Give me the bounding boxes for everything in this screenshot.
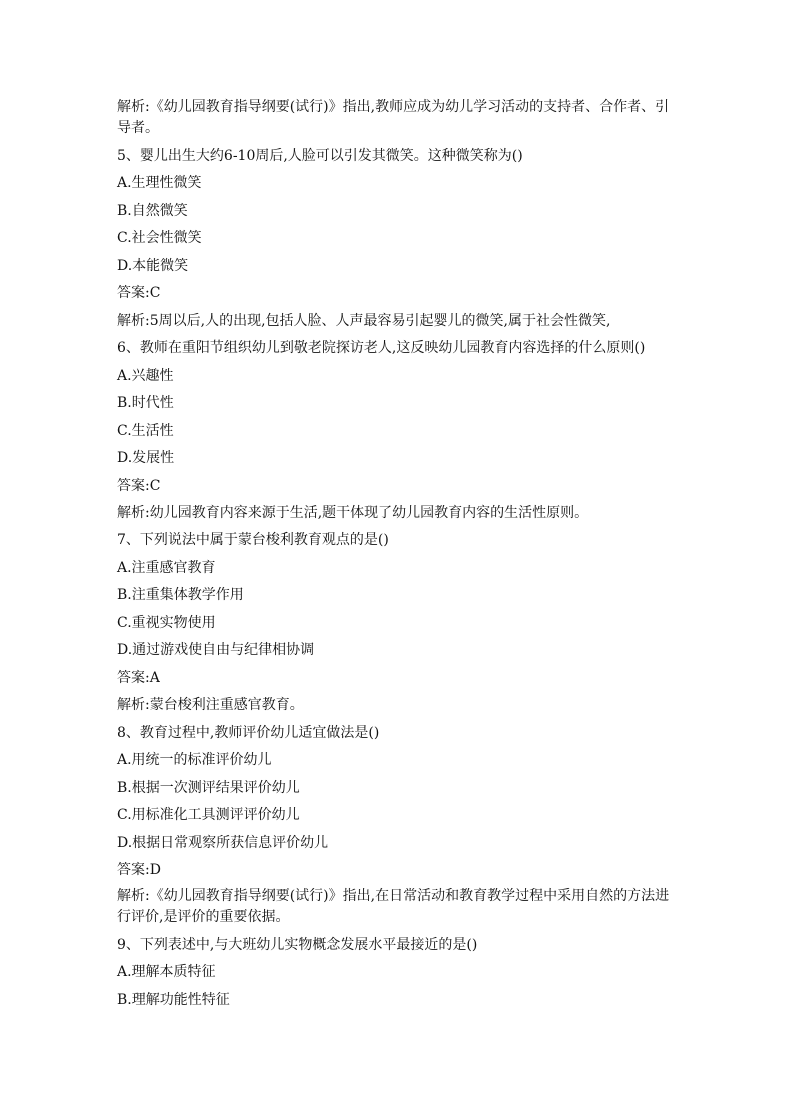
q5-analysis: 解析:5周以后,人的出现,包括人脸、人声最容易引起婴儿的微笑,属于社会性微笑, [117,313,611,329]
q6-option-d: D.发展性 [117,450,175,466]
q7-option-c: C.重视实物使用 [117,615,216,631]
q9-question: 9、下列表述中,与大班幼儿实物概念发展水平最接近的是() [117,937,478,953]
q8-answer: 答案:D [117,862,161,878]
q9-option-a: A.理解本质特征 [117,964,216,980]
q6-option-c: C.生活性 [117,423,174,439]
q6-analysis: 解析:幼儿园教育内容来源于生活,题干体现了幼儿园教育内容的生活性原则。 [117,505,589,521]
q6-option-b: B.时代性 [117,395,174,411]
q7-question: 7、下列说法中属于蒙台梭利教育观点的是() [117,532,389,548]
q8-option-a: A.用统一的标准评价幼儿 [117,752,272,768]
q7-analysis: 解析:蒙台梭利注重感官教育。 [117,697,304,713]
q8-analysis: 解析:《幼儿园教育指导纲要(试行)》指出,在日常活动和教育教学过程中采用自然的方法进行评价,是评价的重要依据。 [117,888,670,925]
q6-option-a: A.兴趣性 [117,368,174,384]
q8-question: 8、教育过程中,教师评价幼儿适宜做法是() [117,725,380,741]
q8-option-d: D.根据日常观察所获信息评价幼儿 [117,835,329,851]
q5-option-b: B.自然微笑 [117,203,188,219]
q6-answer: 答案:C [117,478,161,494]
q7-answer: 答案:A [117,670,160,686]
q5-answer: 答案:C [117,285,161,301]
q7-option-a: A.注重感官教育 [117,560,216,576]
q5-option-c: C.社会性微笑 [117,230,202,246]
q9-option-b: B.理解功能性特征 [117,992,230,1008]
q5-option-a: A.生理性微笑 [117,175,202,191]
q8-option-b: B.根据一次测评结果评价幼儿 [117,780,300,796]
q4-analysis: 解析:《幼儿园教育指导纲要(试行)》指出,教师应成为幼儿学习活动的支持者、合作者、引导者。 [117,99,670,136]
q5-option-d: D.本能微笑 [117,258,189,274]
q5-question: 5、婴儿出生大约6-10周后,人脸可以引发其微笑。这种微笑称为() [117,148,523,164]
q8-option-c: C.用标准化工具测评评价幼儿 [117,807,300,823]
q6-question: 6、教师在重阳节组织幼儿到敬老院探访老人,这反映幼儿园教育内容选择的什么原则() [117,340,646,356]
q7-option-b: B.注重集体教学作用 [117,587,244,603]
q7-option-d: D.通过游戏使自由与纪律相协调 [117,642,315,658]
